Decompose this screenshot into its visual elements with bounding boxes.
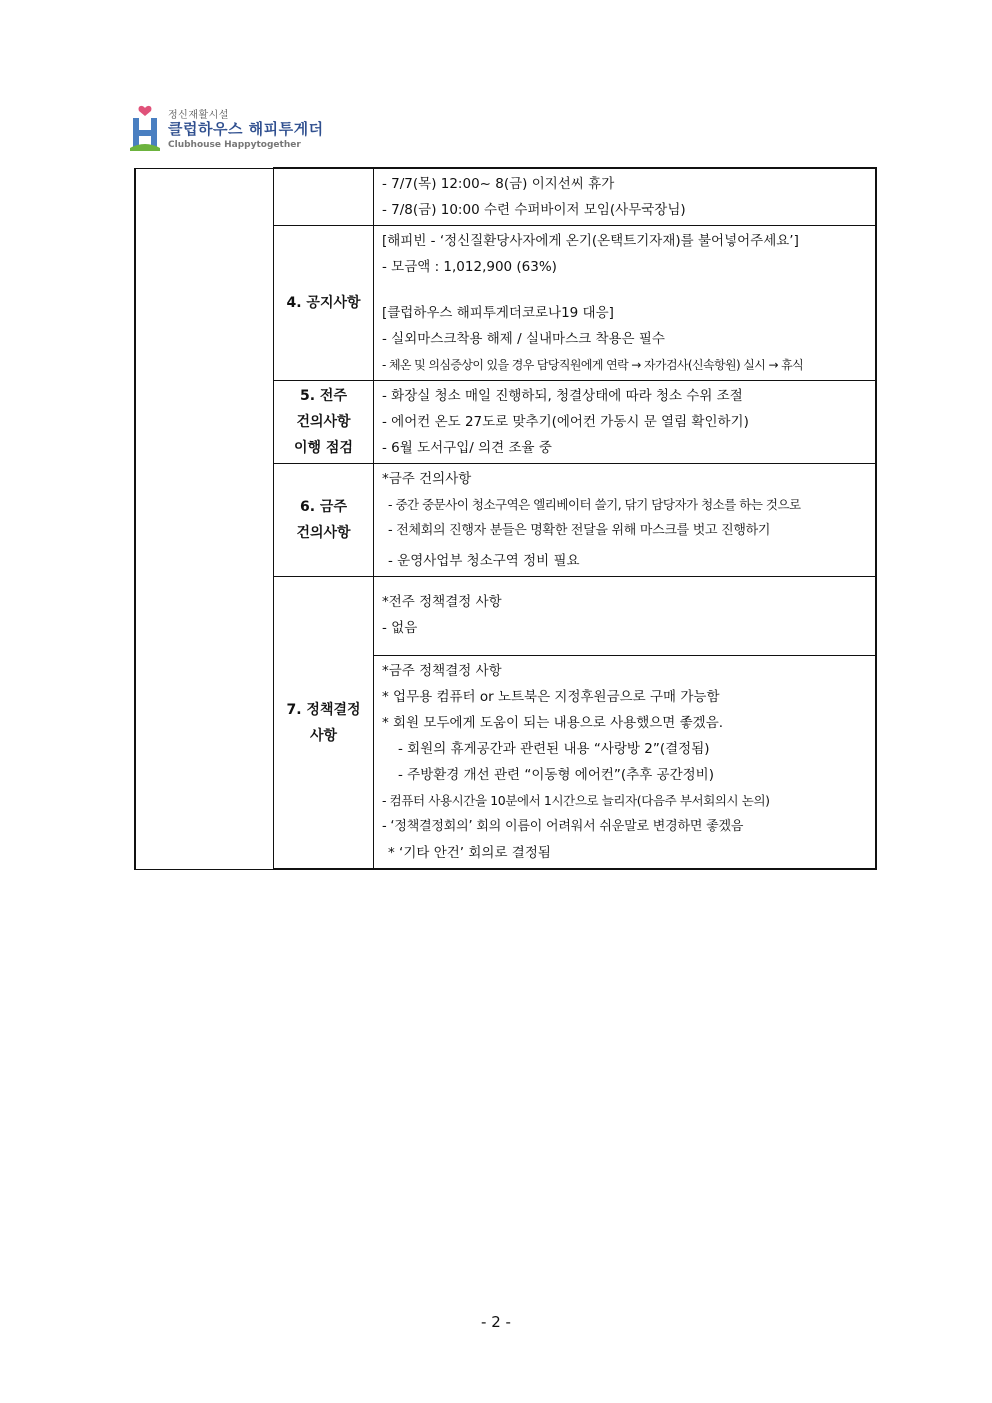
- label-line: 5. 전주: [300, 388, 347, 404]
- label-this-week: [274, 464, 374, 577]
- text-line: - 화장실 청소 매일 진행하되, 청결상태에 따라 청소 수위 조절: [382, 388, 743, 404]
- content-this-week: [374, 464, 877, 577]
- text-line: - 전체회의 진행자 분들은 명확한 전달을 위해 마스크를 벗고 진행하기: [388, 523, 771, 538]
- table-row-continued: [135, 168, 876, 226]
- label-line: 사항: [309, 727, 338, 744]
- text-line: - 6월 도서구입/ 의견 조율 중: [382, 440, 552, 456]
- text-line: [클럽하우스 해피투게더코로나19 대응]: [382, 305, 614, 321]
- text-line: - 7/7(목) 12:00~ 8(금) 이지선씨 휴가: [382, 176, 615, 192]
- label-line: 건의사항: [296, 525, 351, 541]
- logo-subtitle: 정신재활시설: [168, 110, 229, 121]
- logo-title: 클럽하우스 해피투게더: [168, 120, 324, 138]
- label-continued: [274, 168, 374, 226]
- policy-prev-section: [374, 577, 875, 656]
- text-line: *전주 정책결정 사항: [382, 594, 502, 610]
- label-line: 이행 점검: [294, 440, 353, 456]
- text-line: - ‘정책결정회의’ 회의 이름이 어려워서 쉬운말로 변경하면 좋겠음: [382, 819, 744, 834]
- text-line: - 회원의 휴게공간과 관련된 내용 “사랑방 2”(결정됨): [398, 741, 710, 757]
- text-line: * 업무용 컴퓨터 or 노트북은 지정후원금으로 구매 가능함: [382, 689, 720, 705]
- content-continued: [374, 168, 877, 226]
- label-line: 7. 정책결정: [286, 701, 361, 718]
- text-line: * 회원 모두에게 도움이 되는 내용으로 사용했으면 좋겠음.: [382, 715, 724, 731]
- text-line: *금주 정책결정 사항: [382, 663, 502, 679]
- label-policy: [274, 577, 374, 870]
- content-notice: [374, 226, 877, 381]
- label-line: 6. 금주: [300, 499, 347, 515]
- text-line: - 7/8(금) 10:00 수련 수퍼바이저 모임(사무국장님): [382, 202, 686, 218]
- label-notice: [274, 226, 374, 381]
- text-line: - 주방환경 개선 관련 “이동형 에어컨”(추후 공간정비): [398, 767, 714, 783]
- text-line: - 컴퓨터 사용시간을 10분에서 1시간으로 늘리자(다음주 부서회의시 논의): [382, 793, 770, 808]
- text-line: - 체온 및 의심증상이 있을 경우 담당직원에게 연락 → 자가검사(신속항원) 실시 → 휴식: [382, 358, 804, 372]
- logo-h-icon: [128, 104, 162, 152]
- text-line: *금주 건의사항: [382, 471, 472, 487]
- policy-curr-section: [374, 656, 875, 868]
- text-line: - 모금액 : 1,012,900 (63%): [382, 259, 557, 275]
- text-line: [해피빈 - ‘정신질환당사자에게 온기(온택트기자재)를 불어넣어주세요’]: [382, 233, 799, 249]
- minutes-table: [134, 167, 877, 870]
- label-last-week: [274, 381, 374, 464]
- text-line: * ‘기타 안건’ 회의로 결정됨: [388, 845, 551, 861]
- text-line: - 운영사업부 청소구역 정비 필요: [388, 553, 580, 569]
- text-line: - 에어컨 온도 27도로 맞추기(에어컨 가동시 문 열림 확인하기): [382, 414, 749, 430]
- content-policy: [374, 577, 877, 870]
- content-last-week: [374, 381, 877, 464]
- label-line: 건의사항: [296, 414, 351, 430]
- text-line: - 없음: [382, 620, 418, 636]
- left-blank-column: [135, 168, 274, 869]
- text-line: - 실외마스크착용 해제 / 실내마스크 착용은 필수: [382, 331, 665, 347]
- org-logo: [128, 104, 368, 156]
- text-line: - 중간 중문사이 청소구역은 엘리베이터 쓸기, 닦기 담당자가 청소를 하는 것으로: [388, 497, 801, 512]
- label-text: 4. 공지사항: [286, 295, 361, 311]
- logo-english: Clubhouse Happytogether: [168, 140, 301, 150]
- page-number: - 2 -: [481, 1313, 511, 1331]
- blank-line: [382, 280, 875, 300]
